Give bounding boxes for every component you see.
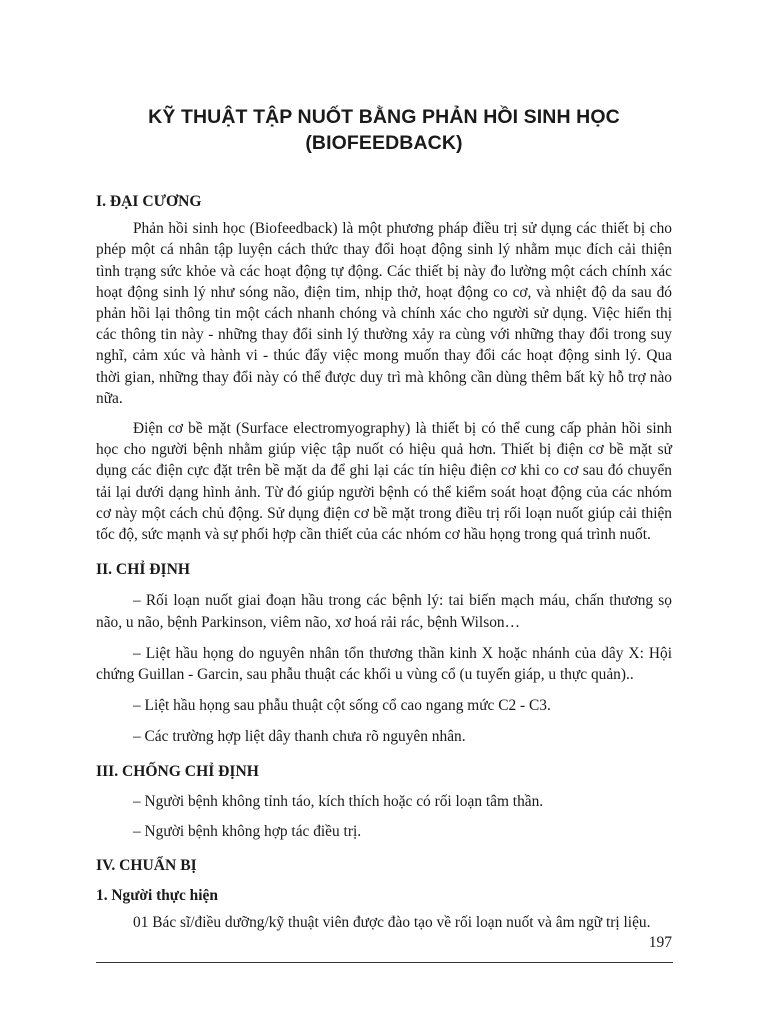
document-title: [96, 104, 672, 156]
heading-chuan-bi: IV. CHUẨN BỊ: [96, 857, 197, 875]
document-body: [96, 191, 672, 933]
subheading-nguoi-thuc-hien: 1. Người thực hiện: [96, 887, 218, 905]
paragraph-dai-cuong-1: Phản hồi sinh học (Biofeedback) là một phương pháp điều trị sử dụng các thiết bị cho phép một cá nhân tập luyện cách thức thay đổi hoạt động sinh lý nhằm mục đích cải thiện tình trạng sức khỏe và các hoạt động tự động. Các thiết bị này đo lường một cách chính xác hoạt động sinh lý như sóng não, điện tim, nhịp thở, hoạt động co cơ, và nhiệt độ da sau đó phản hồi lại thông tin một cách nhanh chóng và chính xác cho người sử dụng. Việc hiển thị các thông tin này - những thay đổi sinh lý thường xảy ra cùng với những thay đổi trong suy nghĩ, cảm xúc và hành vi - thúc đẩy việc mong muốn thay đổi các hoạt động sinh lý. Qua thời gian, những thay đổi này có thể được duy trì mà không cần dùng thêm bất kỳ hỗ trợ nào nữa.: [96, 220, 672, 407]
heading-chong-chi-dinh: III. CHỐNG CHỈ ĐỊNH: [96, 762, 259, 780]
title-line-1: KỸ THUẬT TẬP NUỐT BẰNG PHẢN HỒI SINH HỌC: [148, 106, 620, 128]
heading-dai-cuong: I. ĐẠI CƯƠNG: [96, 193, 202, 210]
footer-rule: [96, 962, 673, 963]
title-line-2: (BIOFEEDBACK): [305, 132, 463, 154]
list-item-chi-dinh-1: – Rối loạn nuốt giai đoạn hầu trong các bệnh lý: tai biến mạch máu, chấn thương sọ não, u não, bệnh Parkinson, viêm não, xơ hoá rải rác, bệnh Wilson…: [96, 592, 672, 631]
list-item-chi-dinh-3: – Liệt hầu họng sau phẫu thuật cột sống cổ cao ngang mức C2 - C3.: [133, 697, 551, 715]
paragraph-dai-cuong-2: Điện cơ bề mặt (Surface electromyography) là thiết bị có thể cung cấp phản hồi sinh học cho người bệnh nhằm giúp việc tập nuốt có hiệu quả hơn. Thiết bị điện cơ bề mặt sử dụng các điện cực đặt trên bề mặt da để ghi lại các tín hiệu điện cơ khi co cơ sau đó chuyển tải lại dưới dạng hình ảnh. Từ đó giúp người bệnh có thể kiểm soát hoạt động của các nhóm cơ này một cách chủ động. Sử dụng điện cơ bề mặt trong điều trị rối loạn nuốt giúp cải thiện tốc độ, sức mạnh và sự phối hợp cần thiết của các nhóm cơ hầu họng trong quá trình nuốt.: [96, 420, 672, 544]
list-item-chong-chi-dinh-1: – Người bệnh không tỉnh táo, kích thích hoặc có rối loạn tâm thần.: [133, 792, 544, 810]
heading-chi-dinh: II. CHỈ ĐỊNH: [96, 561, 191, 579]
list-item-chi-dinh-2: – Liệt hầu họng do nguyên nhân tổn thương thần kinh X hoặc nhánh của dây X: Hội chứng Guillan - Garcin, sau phẫu thuật các khối u vùng cổ (u tuyến giáp, u thực quản)..: [96, 644, 672, 684]
list-item-chong-chi-dinh-2: – Người bệnh không hợp tác điều trị.: [133, 823, 362, 841]
page-number: 197: [648, 934, 672, 951]
list-item-chi-dinh-4: – Các trường hợp liệt dây thanh chưa rõ nguyên nhân.: [133, 728, 466, 746]
paragraph-nguoi-thuc-hien: 01 Bác sĩ/điều dưỡng/kỹ thuật viên được đào tạo về rối loạn nuốt và âm ngữ trị liệu.: [133, 913, 651, 931]
